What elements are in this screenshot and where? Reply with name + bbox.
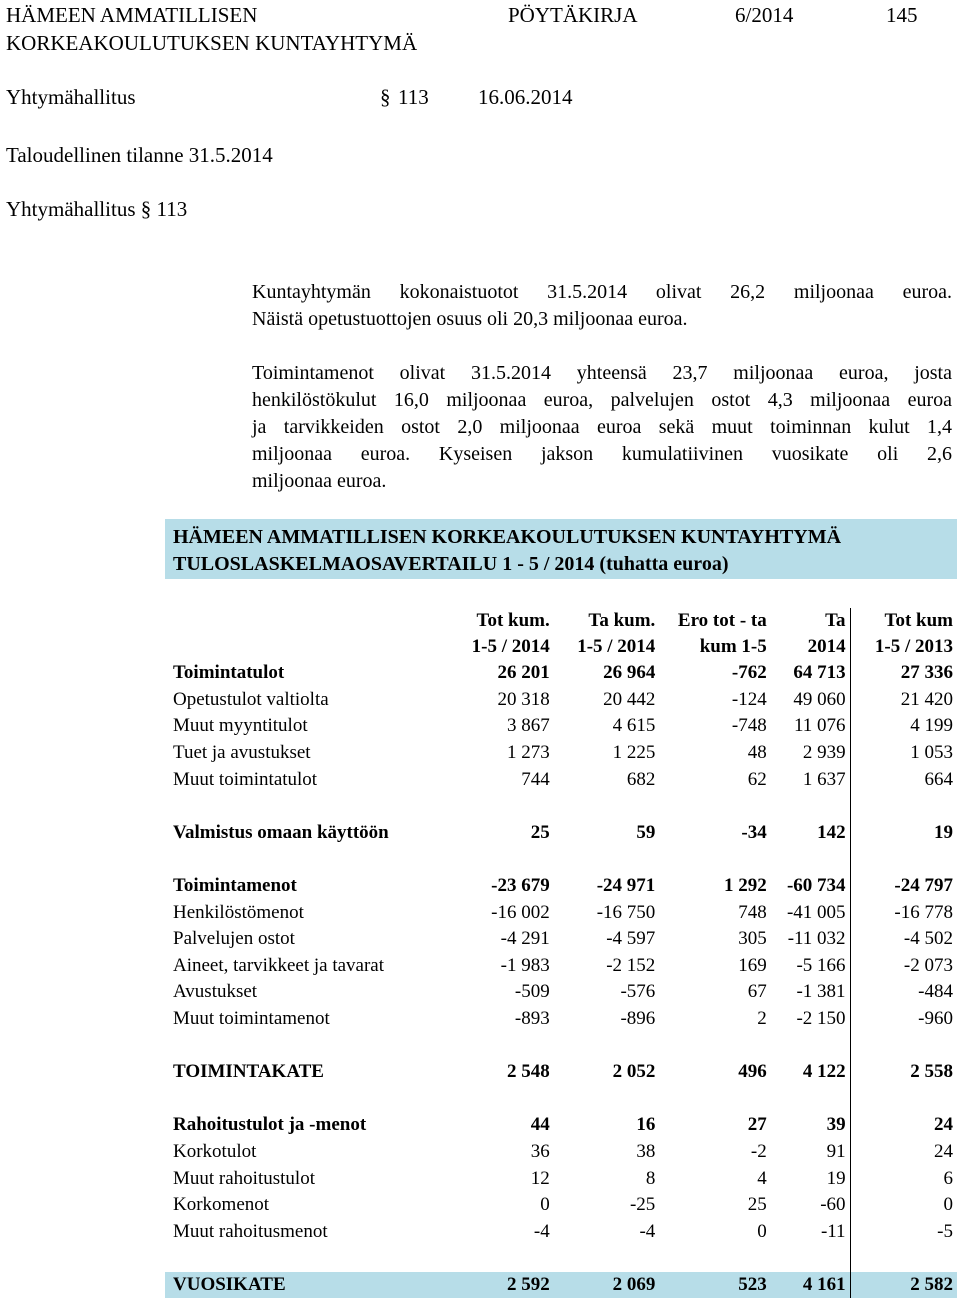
paragraph-number: 113	[398, 85, 429, 109]
col-header: Tot kum.	[476, 610, 550, 631]
reference-line: Yhtymähallitus § 113	[6, 197, 188, 221]
para2-line3: ja tarvikkeiden ostot 2,0 miljoonaa euroa sekä muut toiminnan kulut 1,4	[252, 416, 952, 438]
meeting-body: Yhtymähallitus	[6, 85, 136, 109]
table-row: Muut myyntitulot 3 867 4 615 -748 11 076 4 199	[165, 713, 957, 740]
table-row: Valmistus omaan käyttöön 25 59 -34 142 19	[165, 820, 957, 847]
col-header: 1-5 / 2014	[471, 636, 550, 657]
table-row: Palvelujen ostot -4 291 -4 597 305 -11 032 -4 502	[165, 926, 957, 953]
para2-line4: miljoonaa euroa. Kyseisen jakson kumulatiivinen vuosikate oli 2,6	[252, 443, 952, 465]
col-header: Tot kum	[884, 610, 953, 631]
table-row-total: VUOSIKATE 2 592 2 069 523 4 161 2 582	[165, 1272, 957, 1298]
table-header-row-2	[165, 634, 957, 660]
table-spacer	[165, 846, 957, 873]
col-header: Ero tot - ta	[677, 610, 767, 631]
banner-line2: TULOSLASKELMAOSAVERTAILU 1 - 5 / 2014 (tuhatta euroa)	[173, 553, 729, 575]
col-header: Ta	[771, 608, 850, 634]
table-banner	[165, 519, 957, 579]
table-row: Muut toimintatulot 744 682 62 1 637 664	[165, 766, 957, 793]
table-row: Rahoitustulot ja -menot 44 16 27 39 24	[165, 1112, 957, 1139]
paragraph-symbol: §	[380, 85, 391, 109]
table-row: TOIMINTAKATE 2 548 2 052 496 4 122 2 558	[165, 1059, 957, 1086]
table-row: Tuet ja avustukset 1 273 1 225 48 2 939 1 053	[165, 740, 957, 767]
summary-paragraph-1	[252, 279, 952, 333]
table-spacer	[165, 1032, 957, 1059]
meeting-date: 16.06.2014	[478, 85, 573, 109]
para2-line2: henkilöstökulut 16,0 miljoonaa euroa, palvelujen ostot 4,3 miljoonaa euroa	[252, 389, 952, 411]
para1-line2: Näistä opetustuottojen osuus oli 20,3 miljoonaa euroa.	[252, 308, 688, 330]
table-spacer	[165, 793, 957, 820]
para2-line1: Toimintamenot olivat 31.5.2014 yhteensä 23,7 miljoonaa euroa, josta	[252, 362, 952, 384]
table-row: Avustukset -509 -576 67 -1 381 -484	[165, 979, 957, 1006]
table-row: Toimintatulot 26 201 26 964 -762 64 713 27 336	[165, 660, 957, 687]
para2-line5: miljoonaa euroa.	[252, 470, 387, 492]
table-row: Muut rahoitusmenot -4 -4 0 -11 -5	[165, 1218, 957, 1245]
table-row: Muut rahoitustulot 12 8 4 19 6	[165, 1165, 957, 1192]
income-statement-table	[165, 608, 957, 1298]
org-name-line1: HÄMEEN AMMATILLISEN	[6, 3, 258, 27]
col-header: 1-5 / 2013	[874, 636, 953, 657]
table-row: Henkilöstömenot -16 002 -16 750 748 -41 005 -16 778	[165, 899, 957, 926]
table-row: Korkomenot 0 -25 25 -60 0	[165, 1192, 957, 1219]
doc-type: PÖYTÄKIRJA	[508, 3, 638, 27]
para1-line1: Kuntayhtymän kokonaistuotot 31.5.2014 olivat 26,2 miljoonaa euroa.	[252, 281, 952, 303]
page-number: 145	[886, 3, 918, 27]
table-spacer	[165, 1086, 957, 1113]
col-header: 1-5 / 2014	[577, 636, 656, 657]
summary-paragraph-2	[252, 360, 952, 495]
table-row: Toimintamenot -23 679 -24 971 1 292 -60 734 -24 797	[165, 873, 957, 900]
banner-line1: HÄMEEN AMMATILLISEN KORKEAKOULUTUKSEN KUNTAYHTYMÄ	[173, 526, 842, 548]
col-header: kum 1-5	[699, 636, 767, 657]
table-row: Aineet, tarvikkeet ja tavarat -1 983 -2 152 169 -5 166 -2 073	[165, 953, 957, 980]
table-row: Muut toimintamenot -893 -896 2 -2 150 -960	[165, 1006, 957, 1033]
table-spacer	[165, 1245, 957, 1272]
table-header-row-1	[165, 608, 957, 634]
table-row: Opetustulot valtiolta 20 318 20 442 -124 49 060 21 420	[165, 687, 957, 714]
org-name-line2: KORKEAKOULUTUKSEN KUNTAYHTYMÄ	[6, 31, 418, 55]
doc-number: 6/2014	[735, 3, 794, 27]
page-title: Taloudellinen tilanne 31.5.2014	[6, 143, 273, 167]
col-header: 2014	[771, 634, 850, 660]
col-header: Ta kum.	[588, 610, 656, 631]
table-row: Korkotulot 36 38 -2 91 24	[165, 1139, 957, 1166]
